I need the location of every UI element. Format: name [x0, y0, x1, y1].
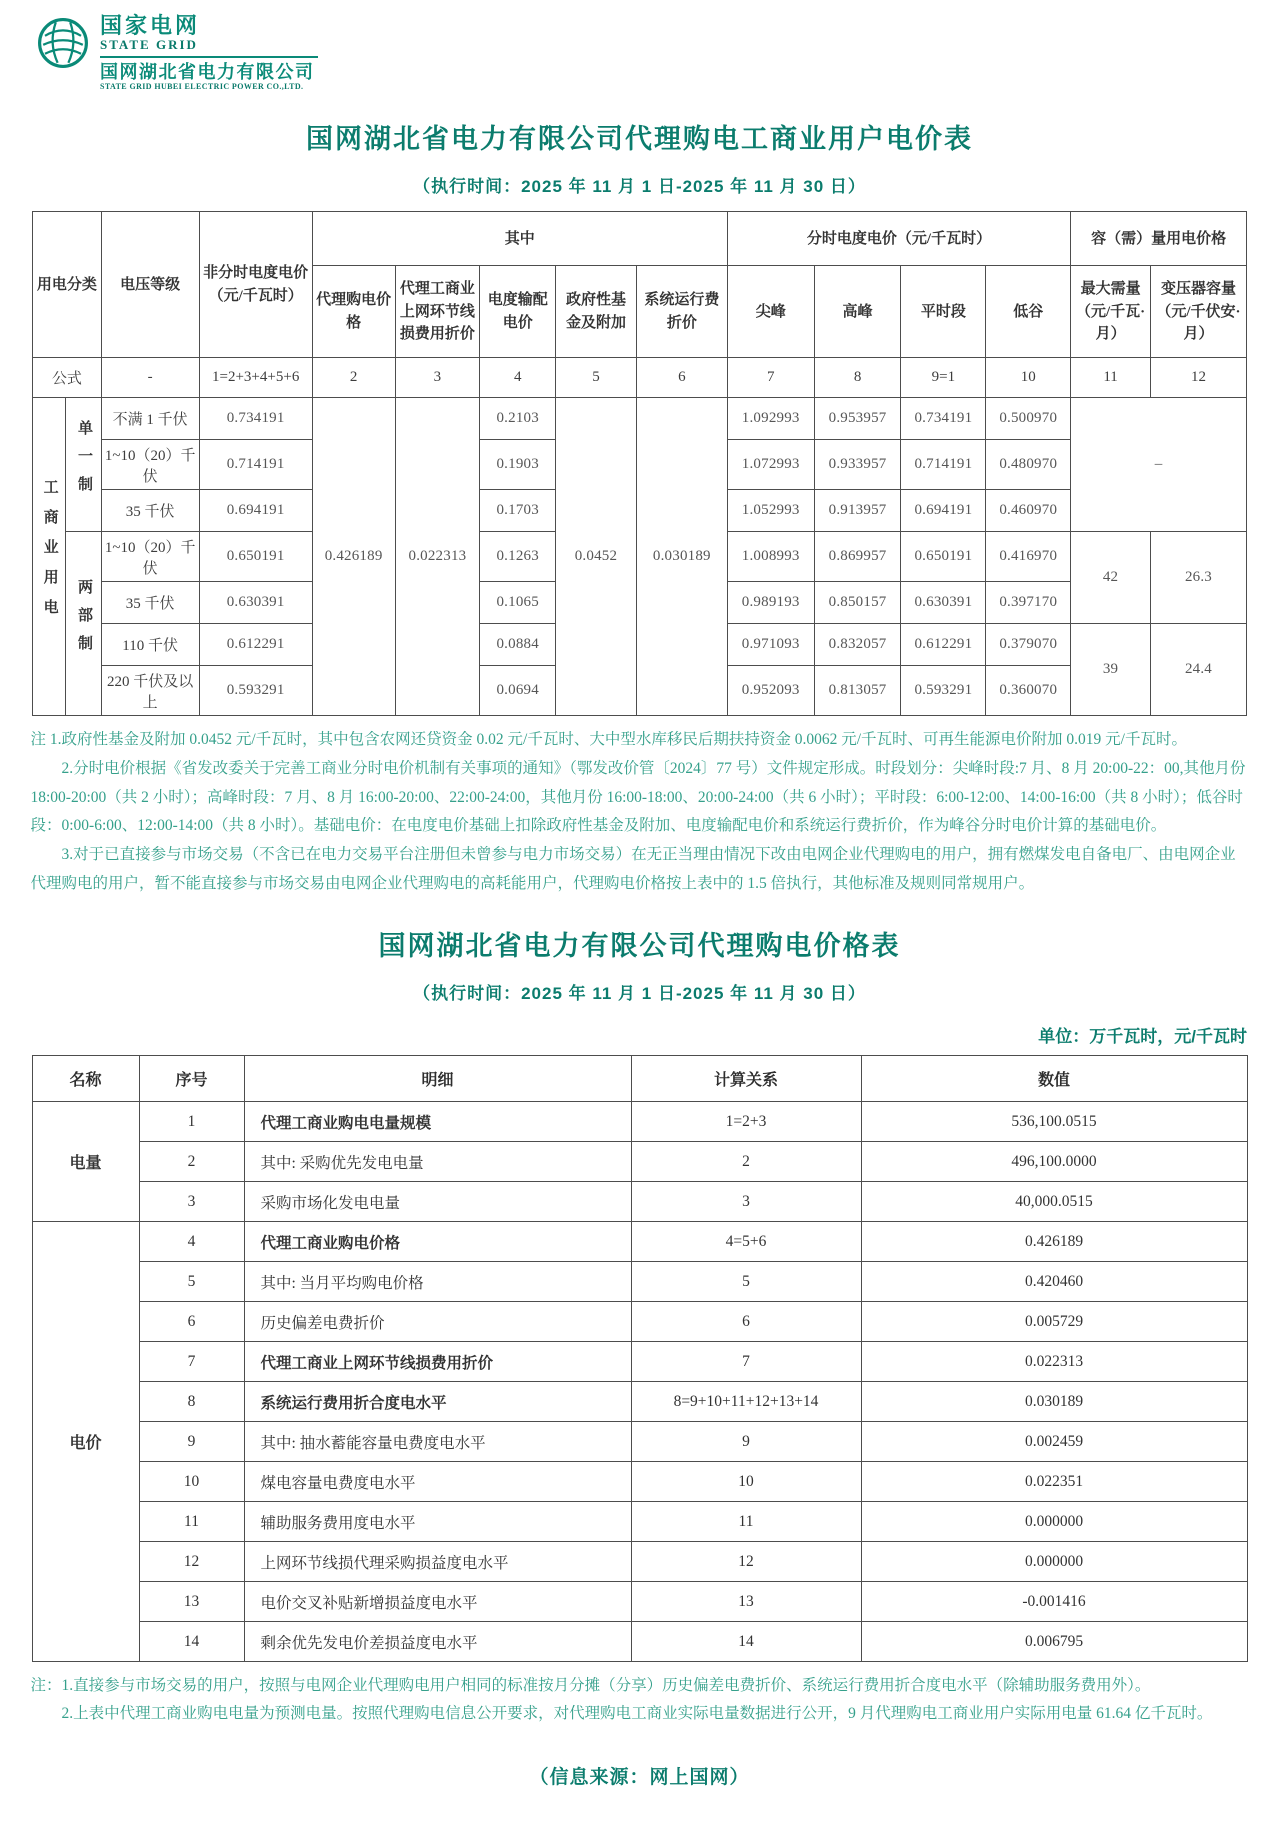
detail-cell: 代理工商业购电电量规模: [244, 1102, 631, 1142]
unit-note: 单位：万千瓦时，元/千瓦时: [1038, 1027, 1247, 1047]
valley-cell: 0.379070: [986, 624, 1071, 666]
voltage-cell: 110 千伏: [101, 624, 199, 666]
no-cell: 1: [139, 1102, 244, 1142]
transformer-capacity-cell: 24.4: [1150, 624, 1246, 716]
header-row: [32, 1056, 1247, 1102]
th-transformer-capacity: 变压器容量（元/千伏安·月）: [1150, 266, 1246, 358]
note-1: 注 1.政府性基金及附加 0.0452 元/千瓦时，其中包含农网还贷资金 0.02 元/千瓦时、大中型水库移民后期扶持资金 0.0062 元/千瓦时、可再生能源电价附加 0.019 元/千瓦时。: [30, 731, 1187, 749]
state-grid-logo: [36, 14, 1279, 91]
company-name-en: STATE GRID HUBEI ELECTRIC POWER CO.,LTD.: [100, 82, 304, 92]
group-name-cell: 电量: [32, 1102, 139, 1222]
table-row: [32, 1582, 1247, 1622]
logo-text-block: [100, 14, 318, 91]
value-cell: 0.006795: [861, 1622, 1247, 1662]
th-transmission-price: 电度输配电价: [480, 266, 556, 358]
formula-c2: 2: [312, 358, 395, 398]
relation-cell: 13: [631, 1582, 861, 1622]
detail-cell: 系统运行费用折合度电水平: [244, 1382, 631, 1422]
flat-segment-cell: 0.734191: [901, 398, 986, 440]
agency-price-cell: 0.426189: [312, 398, 395, 716]
no-cell: 12: [139, 1542, 244, 1582]
valley-cell: 0.416970: [986, 532, 1071, 582]
relation-cell: 8=9+10+11+12+13+14: [631, 1382, 861, 1422]
flat-segment-cell: 0.630391: [901, 582, 986, 624]
detail-cell: 剩余优先发电价差损益度电水平: [244, 1622, 631, 1662]
high-peak-cell: 0.953957: [814, 398, 901, 440]
high-peak-cell: 0.832057: [814, 624, 901, 666]
th-gov-fund-surcharge: 政府性基金及附加: [556, 266, 637, 358]
table-row: [32, 1262, 1247, 1302]
flat-segment-cell: 0.694191: [901, 490, 986, 532]
sharp-peak-cell: 1.052993: [727, 490, 814, 532]
voltage-cell: 不满 1 千伏: [101, 398, 199, 440]
transmission-cell: 0.1263: [480, 532, 556, 582]
no-cell: 10: [139, 1462, 244, 1502]
voltage-cell: 1~10（20）千伏: [101, 440, 199, 490]
single-system-label: 单一制: [75, 420, 92, 505]
table-row: [32, 1182, 1247, 1222]
sharp-peak-cell: 0.952093: [727, 666, 814, 716]
table-row: [32, 1222, 1247, 1262]
no-cell: 9: [139, 1422, 244, 1462]
table-row: [32, 1102, 1247, 1142]
sharp-peak-cell: 1.008993: [727, 532, 814, 582]
transmission-cell: 0.2103: [480, 398, 556, 440]
formula-flat: 1=2+3+4+5+6: [199, 358, 312, 398]
value-cell: -0.001416: [861, 1582, 1247, 1622]
capacity-dash-cell: –: [1071, 398, 1247, 532]
high-peak-cell: 0.869957: [814, 532, 901, 582]
agency-purchase-price-table: [32, 1055, 1248, 1662]
relation-cell: 4=5+6: [631, 1222, 861, 1262]
table-row: [32, 1142, 1247, 1182]
value-cell: 0.000000: [861, 1542, 1247, 1582]
price-table-title: 国网湖北省电力有限公司代理购电工商业用户电价表: [306, 124, 973, 155]
formula-c9: 9=1: [901, 358, 986, 398]
transmission-cell: 0.0694: [480, 666, 556, 716]
brand-name-cn: 国家电网: [100, 13, 201, 38]
max-demand-cell: 39: [1071, 624, 1151, 716]
flat-segment-cell: 0.714191: [901, 440, 986, 490]
value-cell: 0.022351: [861, 1462, 1247, 1502]
two-part-system-cell: [66, 532, 101, 716]
no-cell: 13: [139, 1582, 244, 1622]
th-grid-loss-fee: 代理工商业上网环节线损费用折价: [395, 266, 480, 358]
flat-price-cell: 0.630391: [199, 582, 312, 624]
high-peak-cell: 0.850157: [814, 582, 901, 624]
no-cell: 14: [139, 1622, 244, 1662]
relation-cell: 1=2+3: [631, 1102, 861, 1142]
th-tou-group: 分时电度电价（元/千瓦时）: [727, 212, 1070, 266]
detail-cell: 煤电容量电费度电水平: [244, 1462, 631, 1502]
relation-cell: 7: [631, 1342, 861, 1382]
th-capacity-group: 容（需）量用电价格: [1071, 212, 1247, 266]
header-group-row: [33, 212, 1247, 266]
detail-cell: 采购市场化发电电量: [244, 1182, 631, 1222]
gov-fund-cell: 0.0452: [556, 398, 637, 716]
th-usage-class: 用电分类: [33, 212, 102, 358]
price-table-notes: [31, 726, 1249, 898]
agency-table-period: （执行时间：2025 年 11 月 1 日-2025 年 11 月 30 日）: [413, 984, 866, 1004]
th-max-demand: 最大需量（元/千瓦·月）: [1071, 266, 1151, 358]
th-no: 序号: [139, 1056, 244, 1102]
note-2: 2.上表中代理工商业购电电量为预测电量。按照代理购电信息公开要求，对代理购电工商业实际电量数据进行公开，9 月代理购电工商业用户实际用电量 61.64 亿千瓦时。: [61, 1705, 1213, 1723]
company-name-cn: 国网湖北省电力有限公司: [100, 61, 315, 82]
flat-segment-cell: 0.650191: [901, 532, 986, 582]
th-detail: 明细: [244, 1056, 631, 1102]
category-cell: [33, 398, 66, 716]
detail-cell: 其中: 采购优先发电电量: [244, 1142, 631, 1182]
price-table-period: （执行时间：2025 年 11 月 1 日-2025 年 11 月 30 日）: [413, 177, 866, 197]
no-cell: 4: [139, 1222, 244, 1262]
note-2: 2.分时电价根据《省发改委关于完善工商业分时电价机制有关事项的通知》（鄂发改价管〔2024〕77 号）文件规定形成。时段划分：尖峰时段:7 月、8 月 20:00-22：00,其他月份 18:00-20:00（共 2 小时）；高峰时段：7 月、8 月 16:00-20:00、22:00-24:00，其他月份 16:00-18:00、20:00-24:00（共 6 小时）；平时段：6:00-12:00、14:00-16:00（共 8 小时）；低谷时段：0:00-6:00、12:00-14:00（共 8 小时）。基础电价：在电度电价基础上扣除政府性基金及附加、电度输配电价和系统运行费折价，作为峰谷分时电价计算的基础电价。: [30, 760, 1246, 835]
th-sharp-peak: 尖峰: [727, 266, 814, 358]
flat-price-cell: 0.612291: [199, 624, 312, 666]
agency-table-notes: [31, 1672, 1249, 1728]
formula-c3: 3: [395, 358, 480, 398]
system-fee-cell: 0.030189: [636, 398, 727, 716]
th-system-operation-fee: 系统运行费折价: [636, 266, 727, 358]
flat-price-cell: 0.593291: [199, 666, 312, 716]
formula-c11: 11: [1071, 358, 1151, 398]
relation-cell: 10: [631, 1462, 861, 1502]
detail-cell: 代理工商业上网环节线损费用折价: [244, 1342, 631, 1382]
brand-name-en: STATE GRID: [100, 37, 198, 53]
formula-c12: 12: [1150, 358, 1246, 398]
formula-c6: 6: [636, 358, 727, 398]
flat-segment-cell: 0.612291: [901, 624, 986, 666]
formula-row: [33, 358, 1247, 398]
group-name-cell: 电价: [32, 1222, 139, 1662]
voltage-cell: 35 千伏: [101, 582, 199, 624]
state-grid-globe-icon: [36, 16, 90, 70]
flat-price-cell: 0.650191: [199, 532, 312, 582]
th-voltage-level: 电压等级: [101, 212, 199, 358]
formula-c4: 4: [480, 358, 556, 398]
agency-table-title: 国网湖北省电力有限公司代理购电价格表: [378, 931, 901, 962]
relation-cell: 3: [631, 1182, 861, 1222]
flat-price-cell: 0.694191: [199, 490, 312, 532]
note-3: 3.对于已直接参与市场交易（不含已在电力交易平台注册但未曾参与电力市场交易）在无正当理由情况下改由电网企业代理购电的用户，拥有燃煤发电自备电厂、由电网企业代理购电的用户，暂不能直接参与市场交易由电网企业代理购电的高耗能用户，代理购电价格按上表中的 1.5 倍执行，其他标准及规则同常规用户。: [30, 846, 1236, 892]
th-among-group: 其中: [312, 212, 727, 266]
value-cell: 0.002459: [861, 1422, 1247, 1462]
value-cell: 0.000000: [861, 1502, 1247, 1542]
no-cell: 5: [139, 1262, 244, 1302]
flat-segment-cell: 0.593291: [901, 666, 986, 716]
table-row: [32, 1462, 1247, 1502]
th-high-peak: 高峰: [814, 266, 901, 358]
value-cell: 0.426189: [861, 1222, 1247, 1262]
value-cell: 536,100.0515: [861, 1102, 1247, 1142]
logo-divider: [100, 56, 318, 58]
relation-cell: 9: [631, 1422, 861, 1462]
relation-cell: 12: [631, 1542, 861, 1582]
formula-label: 公式: [33, 358, 102, 398]
formula-c5: 5: [556, 358, 637, 398]
voltage-cell: 220 千伏及以上: [101, 666, 199, 716]
no-cell: 6: [139, 1302, 244, 1342]
voltage-cell: 1~10（20）千伏: [101, 532, 199, 582]
relation-cell: 2: [631, 1142, 861, 1182]
note-1: 注：1.直接参与市场交易的用户，按照与电网企业代理购电用户相同的标准按月分摊（分享）历史偏差电费折价、系统运行费用折合度电水平（除辅助服务费用外）。: [30, 1677, 1151, 1695]
valley-cell: 0.360070: [986, 666, 1071, 716]
th-flat-price: 非分时电度电价（元/千瓦时）: [199, 212, 312, 358]
value-cell: 0.030189: [861, 1382, 1247, 1422]
th-relation: 计算关系: [631, 1056, 861, 1102]
th-value: 数值: [861, 1056, 1247, 1102]
detail-cell: 上网环节线损代理采购损益度电水平: [244, 1542, 631, 1582]
transmission-cell: 0.0884: [480, 624, 556, 666]
sharp-peak-cell: 1.072993: [727, 440, 814, 490]
relation-cell: 14: [631, 1622, 861, 1662]
value-cell: 0.420460: [861, 1262, 1247, 1302]
high-peak-cell: 0.933957: [814, 440, 901, 490]
table-row: [32, 1622, 1247, 1662]
relation-cell: 11: [631, 1502, 861, 1542]
sharp-peak-cell: 1.092993: [727, 398, 814, 440]
no-cell: 3: [139, 1182, 244, 1222]
detail-cell: 其中: 当月平均购电价格: [244, 1262, 631, 1302]
table-row: [32, 1302, 1247, 1342]
transmission-cell: 0.1703: [480, 490, 556, 532]
sharp-peak-cell: 0.971093: [727, 624, 814, 666]
sharp-peak-cell: 0.989193: [727, 582, 814, 624]
max-demand-cell: 42: [1071, 532, 1151, 624]
formula-c7: 7: [727, 358, 814, 398]
valley-cell: 0.397170: [986, 582, 1071, 624]
no-cell: 7: [139, 1342, 244, 1382]
table-row: [32, 1502, 1247, 1542]
value-cell: 0.005729: [861, 1302, 1247, 1342]
value-cell: 0.022313: [861, 1342, 1247, 1382]
th-agency-purchase-price: 代理购电价格: [312, 266, 395, 358]
no-cell: 11: [139, 1502, 244, 1542]
transmission-cell: 0.1065: [480, 582, 556, 624]
detail-cell: 历史偏差电费折价: [244, 1302, 631, 1342]
table-row: [32, 1382, 1247, 1422]
info-source-footer: （信息来源：网上国网）: [529, 1767, 750, 1788]
transformer-capacity-cell: 26.3: [1150, 532, 1246, 624]
value-cell: 40,000.0515: [861, 1182, 1247, 1222]
th-valley: 低谷: [986, 266, 1071, 358]
table-row: [32, 1542, 1247, 1582]
detail-cell: 辅助服务费用度电水平: [244, 1502, 631, 1542]
high-peak-cell: 0.813057: [814, 666, 901, 716]
single-system-cell: [66, 398, 101, 532]
value-cell: 496,100.0000: [861, 1142, 1247, 1182]
flat-price-cell: 0.734191: [199, 398, 312, 440]
formula-c8: 8: [814, 358, 901, 398]
valley-cell: 0.460970: [986, 490, 1071, 532]
detail-cell: 电价交叉补贴新增损益度电水平: [244, 1582, 631, 1622]
grid-loss-fee-cell: 0.022313: [395, 398, 480, 716]
formula-voltage: -: [101, 358, 199, 398]
high-peak-cell: 0.913957: [814, 490, 901, 532]
voltage-cell: 35 千伏: [101, 490, 199, 532]
detail-cell: 其中: 抽水蓄能容量电费度电水平: [244, 1422, 631, 1462]
relation-cell: 6: [631, 1302, 861, 1342]
no-cell: 2: [139, 1142, 244, 1182]
valley-cell: 0.500970: [986, 398, 1071, 440]
table-row: [32, 1342, 1247, 1382]
detail-cell: 代理工商业购电价格: [244, 1222, 631, 1262]
two-part-system-label: 两部制: [75, 579, 92, 664]
table-row: [33, 398, 1247, 440]
table-row: [32, 1422, 1247, 1462]
category-label: 工商业用电: [41, 479, 58, 630]
relation-cell: 5: [631, 1262, 861, 1302]
no-cell: 8: [139, 1382, 244, 1422]
th-name: 名称: [32, 1056, 139, 1102]
transmission-cell: 0.1903: [480, 440, 556, 490]
commercial-user-price-table: [32, 211, 1247, 716]
formula-c10: 10: [986, 358, 1071, 398]
valley-cell: 0.480970: [986, 440, 1071, 490]
th-flat-segment: 平时段: [901, 266, 986, 358]
flat-price-cell: 0.714191: [199, 440, 312, 490]
